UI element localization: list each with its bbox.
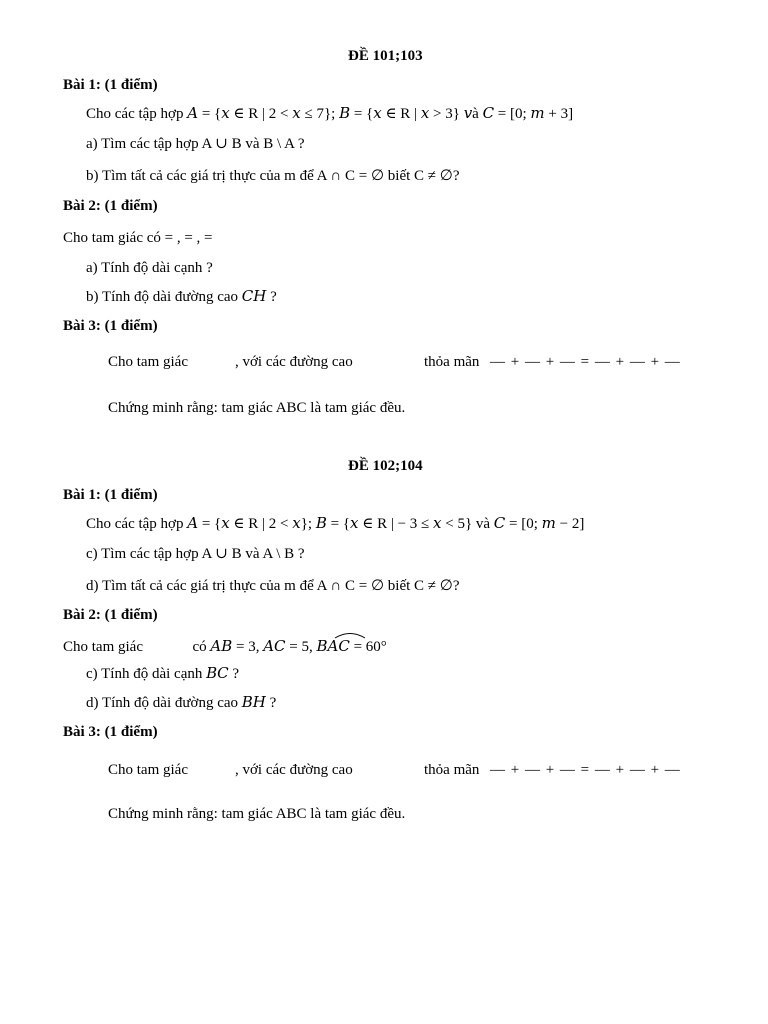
bai1-question-b: b) Tìm tất cả các giá trị thực của m để A ∩ C = ∅ biết C ≠ ∅? xyxy=(86,168,460,184)
bai3-intro-a-2: Cho tam giác xyxy=(108,762,188,778)
bai1-intro: Cho các tập hợp 𝐴 = {𝑥 ∈ R | 2 < 𝑥 ≤ 7}; 𝐵 = {𝑥 ∈ R | 𝑥 > 3} 𝑣à 𝐶 = [0; 𝑚 + 3] xyxy=(86,106,574,122)
bai2-heading-2: Bài 2: (1 điểm) xyxy=(63,607,158,623)
bai2-intro: Cho tam giác có = , = , = xyxy=(63,230,213,246)
bai3-intro-b: , với các đường cao xyxy=(235,354,353,370)
bai3-conclusion: Chứng minh rằng: tam giác ABC là tam giác đều. xyxy=(108,400,406,416)
bai1-heading-2: Bài 1: (1 điểm) xyxy=(63,487,158,503)
bai3-relation: — + — + — = — + — + — xyxy=(490,354,681,370)
bai1-heading: Bài 1: (1 điểm) xyxy=(63,77,158,93)
bai3-intro-b-2: , với các đường cao xyxy=(235,762,353,778)
angle-bac: 𝐵𝐴𝐶 xyxy=(316,639,350,655)
exam-title-2: ĐỀ 102;104 xyxy=(348,458,423,474)
bai2-question-b: b) Tính độ dài đường cao 𝐶𝐻 ? xyxy=(86,289,277,305)
bai1-question-a: a) Tìm các tập hợp A ∪ B và B \ A ? xyxy=(86,136,305,152)
bai1-question-d: d) Tìm tất cả các giá trị thực của m để A ∩ C = ∅ biết C ≠ ∅? xyxy=(86,578,460,594)
bai2-question-c: c) Tính độ dài cạnh 𝐵𝐶 ? xyxy=(86,666,240,682)
bai1-intro-2: Cho các tập hợp 𝐴 = {𝑥 ∈ R | 2 < 𝑥}; 𝐵 = {𝑥 ∈ R | − 3 ≤ 𝑥 < 5} và 𝐶 = [0; 𝑚 − 2] xyxy=(86,516,585,532)
exam-title-1: ĐỀ 101;103 xyxy=(348,48,423,64)
bai2-intro-c: = 60° xyxy=(349,639,387,655)
bai2-question-d: d) Tính độ dài đường cao 𝐵𝐻 ? xyxy=(86,695,277,711)
bai1-question-c: c) Tìm các tập hợp A ∪ B và A \ B ? xyxy=(86,546,305,562)
bai2-intro-a: Cho tam giác xyxy=(63,639,143,655)
bai3-intro-a: Cho tam giác xyxy=(108,354,188,370)
bai2-intro-b: có 𝐴𝐵 = 3, 𝐴𝐶 = 5, xyxy=(192,639,317,655)
bai3-relation-2: — + — + — = — + — + — xyxy=(490,762,681,778)
bai2-heading: Bài 2: (1 điểm) xyxy=(63,198,158,214)
angle-hat-icon xyxy=(334,631,366,639)
bai3-intro-c: thỏa mãn xyxy=(424,354,480,370)
bai2-question-a: a) Tính độ dài cạnh ? xyxy=(86,260,213,276)
bai2-intro-2 xyxy=(63,636,387,656)
bai3-conclusion-2: Chứng minh rằng: tam giác ABC là tam giác đều. xyxy=(108,806,406,822)
bai3-heading-2: Bài 3: (1 điểm) xyxy=(63,724,158,740)
bai3-intro-c-2: thỏa mãn xyxy=(424,762,480,778)
bai3-heading: Bài 3: (1 điểm) xyxy=(63,318,158,334)
